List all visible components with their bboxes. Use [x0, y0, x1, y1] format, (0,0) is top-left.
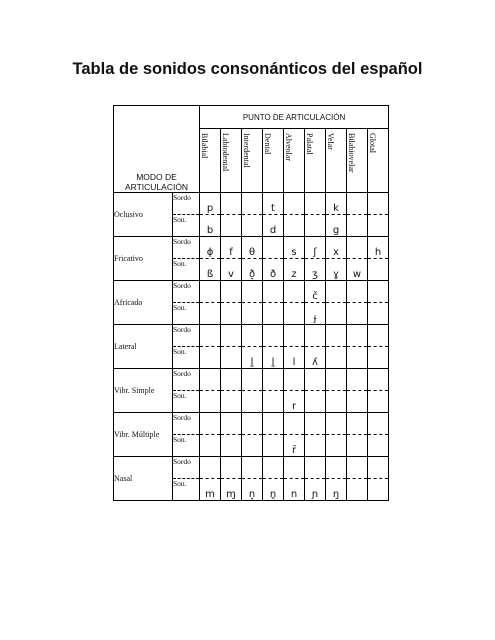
- phoneme-cell: [368, 325, 389, 347]
- phoneme-cell: [200, 325, 221, 347]
- manner-label: Lateral: [114, 325, 173, 369]
- phoneme-cell: [263, 413, 284, 435]
- phoneme-cell: z: [284, 259, 305, 281]
- place-label: Bilabial: [200, 133, 210, 159]
- phoneme-cell: m: [200, 479, 221, 501]
- phoneme-cell: [221, 303, 242, 325]
- phoneme-cell: [200, 281, 221, 303]
- phoneme-cell: [242, 435, 263, 457]
- phoneme-cell: [347, 215, 368, 237]
- phoneme-cell: [284, 281, 305, 303]
- voice-label-sordo: Sordo: [173, 413, 200, 435]
- place-header: [326, 129, 347, 193]
- phoneme-cell: [284, 369, 305, 391]
- phoneme-cell: [326, 347, 347, 369]
- place-header: [305, 129, 326, 193]
- phoneme-cell: t: [263, 193, 284, 215]
- phoneme-cell: h: [368, 237, 389, 259]
- phoneme-cell: ɟ: [305, 303, 326, 325]
- phoneme-cell: [242, 325, 263, 347]
- place-header: [263, 129, 284, 193]
- consonant-table: [113, 105, 389, 501]
- phoneme-cell: l̪: [263, 347, 284, 369]
- phoneme-cell: ɱ: [221, 479, 242, 501]
- phoneme-cell: [263, 435, 284, 457]
- phoneme-cell: [284, 303, 305, 325]
- phoneme-cell: [221, 435, 242, 457]
- phoneme-cell: ß: [200, 259, 221, 281]
- phoneme-cell: [284, 325, 305, 347]
- manner-label: Vibr. Múltiple: [114, 413, 173, 457]
- phoneme-cell: [305, 325, 326, 347]
- phoneme-cell: [242, 391, 263, 413]
- place-label: Glotal: [368, 133, 378, 153]
- phoneme-cell: [263, 391, 284, 413]
- voice-label-sonoro: Son.: [173, 479, 200, 501]
- phoneme-cell: [326, 303, 347, 325]
- phoneme-cell: [263, 303, 284, 325]
- voice-label-sonoro: Son.: [173, 347, 200, 369]
- place-header: [221, 129, 242, 193]
- place-header: [347, 129, 368, 193]
- phoneme-cell: [221, 413, 242, 435]
- phoneme-cell: ʒ: [305, 259, 326, 281]
- phoneme-cell: [263, 281, 284, 303]
- phoneme-cell: ð: [263, 259, 284, 281]
- phoneme-cell: [368, 369, 389, 391]
- phoneme-cell: w: [347, 259, 368, 281]
- phoneme-cell: [347, 457, 368, 479]
- phoneme-cell: [221, 193, 242, 215]
- phoneme-cell: n̟: [242, 479, 263, 501]
- phoneme-cell: [347, 391, 368, 413]
- phoneme-cell: [242, 281, 263, 303]
- phoneme-cell: [200, 435, 221, 457]
- place-label: Velar: [326, 133, 336, 150]
- place-header: [200, 129, 221, 193]
- phoneme-cell: [200, 457, 221, 479]
- voice-label-sordo: Sordo: [173, 237, 200, 259]
- phoneme-cell: ŋ: [326, 479, 347, 501]
- place-label: Labiodental: [221, 133, 231, 172]
- manner-label: Oclusivo: [114, 193, 173, 237]
- phoneme-cell: [263, 325, 284, 347]
- phoneme-cell: ɣ: [326, 259, 347, 281]
- manner-label: Vibr. Simple: [114, 369, 173, 413]
- phoneme-cell: [221, 369, 242, 391]
- phoneme-cell: [242, 193, 263, 215]
- phoneme-cell: [200, 413, 221, 435]
- phoneme-cell: [326, 369, 347, 391]
- phoneme-cell: [326, 413, 347, 435]
- phoneme-cell: [368, 281, 389, 303]
- phoneme-cell: [305, 369, 326, 391]
- phoneme-cell: ɲ: [305, 479, 326, 501]
- phoneme-cell: [326, 457, 347, 479]
- phoneme-cell: [347, 325, 368, 347]
- phoneme-cell: n: [284, 479, 305, 501]
- voice-label-sonoro: Son.: [173, 435, 200, 457]
- phoneme-cell: d: [263, 215, 284, 237]
- phoneme-cell: [242, 413, 263, 435]
- phoneme-cell: g: [326, 215, 347, 237]
- phoneme-cell: l: [284, 347, 305, 369]
- voice-label-sonoro: Son.: [173, 303, 200, 325]
- voice-label-sonoro: Son.: [173, 259, 200, 281]
- voice-label-sordo: Sordo: [173, 325, 200, 347]
- phoneme-cell: [347, 413, 368, 435]
- phoneme-cell: [347, 479, 368, 501]
- phoneme-cell: [200, 391, 221, 413]
- phoneme-cell: r̄: [284, 435, 305, 457]
- phoneme-cell: [242, 215, 263, 237]
- phoneme-cell: [326, 281, 347, 303]
- phoneme-cell: [284, 457, 305, 479]
- phoneme-cell: [368, 479, 389, 501]
- phoneme-cell: [368, 303, 389, 325]
- phoneme-cell: [305, 413, 326, 435]
- phoneme-cell: [368, 413, 389, 435]
- phoneme-cell: [368, 391, 389, 413]
- phoneme-cell: [263, 237, 284, 259]
- phoneme-cell: [200, 303, 221, 325]
- voice-label-sonoro: Son.: [173, 215, 200, 237]
- phoneme-cell: [284, 193, 305, 215]
- phoneme-cell: f: [221, 237, 242, 259]
- phoneme-cell: p: [200, 193, 221, 215]
- header-punto-articulacion: PUNTO DE ARTICULACIÓN: [200, 106, 389, 129]
- phoneme-cell: [305, 435, 326, 457]
- voice-label-sordo: Sordo: [173, 281, 200, 303]
- phoneme-cell: [347, 369, 368, 391]
- phoneme-cell: [368, 347, 389, 369]
- phoneme-cell: b: [200, 215, 221, 237]
- phoneme-cell: ð̞: [242, 259, 263, 281]
- phoneme-cell: r: [284, 391, 305, 413]
- phoneme-cell: n̪: [263, 479, 284, 501]
- phoneme-cell: ʎ: [305, 347, 326, 369]
- phoneme-cell: θ: [242, 237, 263, 259]
- phoneme-cell: [242, 303, 263, 325]
- manner-label: Africado: [114, 281, 173, 325]
- phoneme-cell: [221, 215, 242, 237]
- place-label: Palatal: [305, 133, 315, 155]
- phoneme-cell: [221, 391, 242, 413]
- phoneme-cell: [221, 457, 242, 479]
- place-label: Bilabiovelar: [347, 133, 357, 173]
- phoneme-cell: [347, 193, 368, 215]
- phoneme-cell: [347, 303, 368, 325]
- phoneme-cell: [284, 215, 305, 237]
- phoneme-cell: [221, 325, 242, 347]
- phoneme-cell: [368, 215, 389, 237]
- phoneme-cell: [221, 347, 242, 369]
- phoneme-cell: s: [284, 237, 305, 259]
- phoneme-cell: ʃ: [305, 237, 326, 259]
- phoneme-cell: [221, 281, 242, 303]
- phoneme-cell: [347, 237, 368, 259]
- place-label: Interdental: [242, 133, 252, 168]
- manner-label: Nasal: [114, 457, 173, 501]
- phoneme-cell: [284, 413, 305, 435]
- phoneme-cell: [368, 259, 389, 281]
- page-title: Tabla de sonidos consonánticos del español: [72, 60, 423, 78]
- phoneme-cell: [242, 457, 263, 479]
- phoneme-cell: [305, 215, 326, 237]
- place-header: [368, 129, 389, 193]
- voice-label-sordo: Sordo: [173, 457, 200, 479]
- phoneme-cell: k: [326, 193, 347, 215]
- phoneme-cell: [263, 457, 284, 479]
- phoneme-cell: [263, 369, 284, 391]
- phoneme-cell: v: [221, 259, 242, 281]
- phoneme-cell: [200, 347, 221, 369]
- phoneme-cell: [242, 369, 263, 391]
- phoneme-cell: x: [326, 237, 347, 259]
- phoneme-cell: [305, 457, 326, 479]
- place-header: [284, 129, 305, 193]
- voice-label-sordo: Sordo: [173, 193, 200, 215]
- phoneme-cell: [347, 281, 368, 303]
- phoneme-cell: č: [305, 281, 326, 303]
- phoneme-cell: [200, 369, 221, 391]
- phoneme-cell: [326, 435, 347, 457]
- manner-label: Fricativo: [114, 237, 173, 281]
- phoneme-cell: [368, 193, 389, 215]
- phoneme-cell: [305, 391, 326, 413]
- phoneme-cell: [347, 347, 368, 369]
- phoneme-cell: [368, 457, 389, 479]
- voice-label-sonoro: Son.: [173, 391, 200, 413]
- place-label: Dental: [263, 133, 273, 155]
- place-label: Alveolar: [284, 133, 294, 161]
- phoneme-cell: [326, 391, 347, 413]
- phoneme-cell: [368, 435, 389, 457]
- place-header: [242, 129, 263, 193]
- phoneme-cell: [326, 325, 347, 347]
- row-header-modo: MODO DE ARTICULACIÓN: [114, 106, 200, 193]
- phoneme-cell: l̪: [242, 347, 263, 369]
- voice-label-sordo: Sordo: [173, 369, 200, 391]
- phoneme-cell: [305, 193, 326, 215]
- phoneme-cell: ɸ: [200, 237, 221, 259]
- phoneme-cell: [347, 435, 368, 457]
